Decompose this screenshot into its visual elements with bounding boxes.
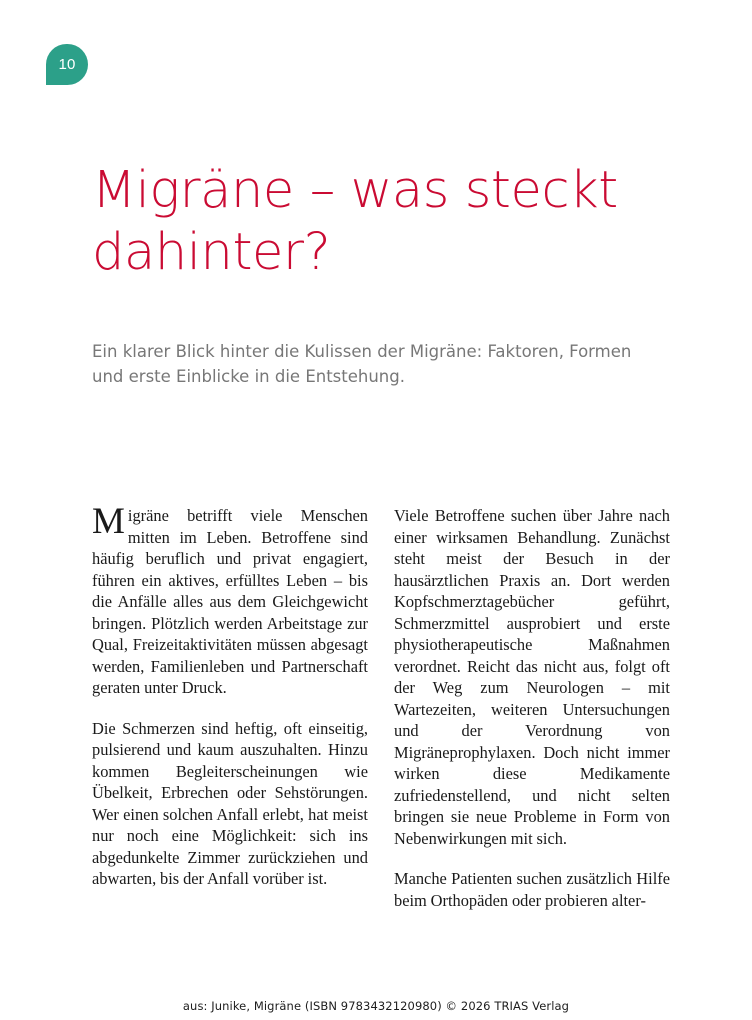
page-number-badge: 10	[46, 44, 88, 85]
chapter-subtitle: Ein klarer Blick hinter die Kulissen der Migräne: Faktoren, Formen und erste Einblicke in die Entstehung.	[92, 341, 632, 386]
paragraph: Die Schmerzen sind heftig, oft einseitig, pulsierend und kaum auszuhalten. Hinzu kommen Begleiterscheinungen wie Übelkeit, Erbrechen oder Sehstörungen. Wer einen solchen Anfall erlebt, hat meist nur noch eine Möglichkeit: sich ins abgedunkelte Zimmer zurückziehen und abwarten, bis der Anfall vorüber ist.	[92, 718, 368, 888]
footer-credit: aus: Junike, Migräne (ISBN 9783432120980) © 2026 TRIAS Verlag	[182, 999, 570, 1013]
right-column	[394, 505, 670, 910]
page-title: Migräne – was steckt dahinter?	[92, 161, 618, 283]
left-column	[92, 501, 368, 905]
paragraph: Migräne betrifft viele Menschen mitten im Leben. Betroffene sind häufig beruflich und privat engagiert, führen ein aktives, erfülltes Leben – bis die Anfälle alles aus dem Gleichgewicht bringen. Plötzlich werden Arbeitstage zur Qual, Freizeitaktivitäten müssen abgesagt werden, Familienleben und Partnerschaft geraten unter Druck.	[92, 501, 368, 697]
paragraph: Manche Patienten suchen zusätzlich Hilfe beim Orthopäden oder probieren alter-	[394, 869, 670, 910]
body-text	[92, 501, 670, 910]
paragraph: Viele Betroffene suchen über Jahre nach einer wirksamen Behandlung. Zunächst steht meist der Besuch in der hausärztlichen Praxis an. Dort werden Kopfschmerztagebücher geführt, Schmerzmittel ausprobiert und erste physiotherapeutische Maßnahmen verordnet. Reicht das nicht aus, folgt oft der Weg zum Neurologen – mit Wartezeiten, weiteren Untersuchungen und der Verordnung von Migräneprophylaxen. Doch nicht immer wirken diese Medikamente zufriedenstellend, und nicht selten bringen sie neue Probleme in Form von Nebenwirkungen mit sich.	[394, 506, 670, 848]
